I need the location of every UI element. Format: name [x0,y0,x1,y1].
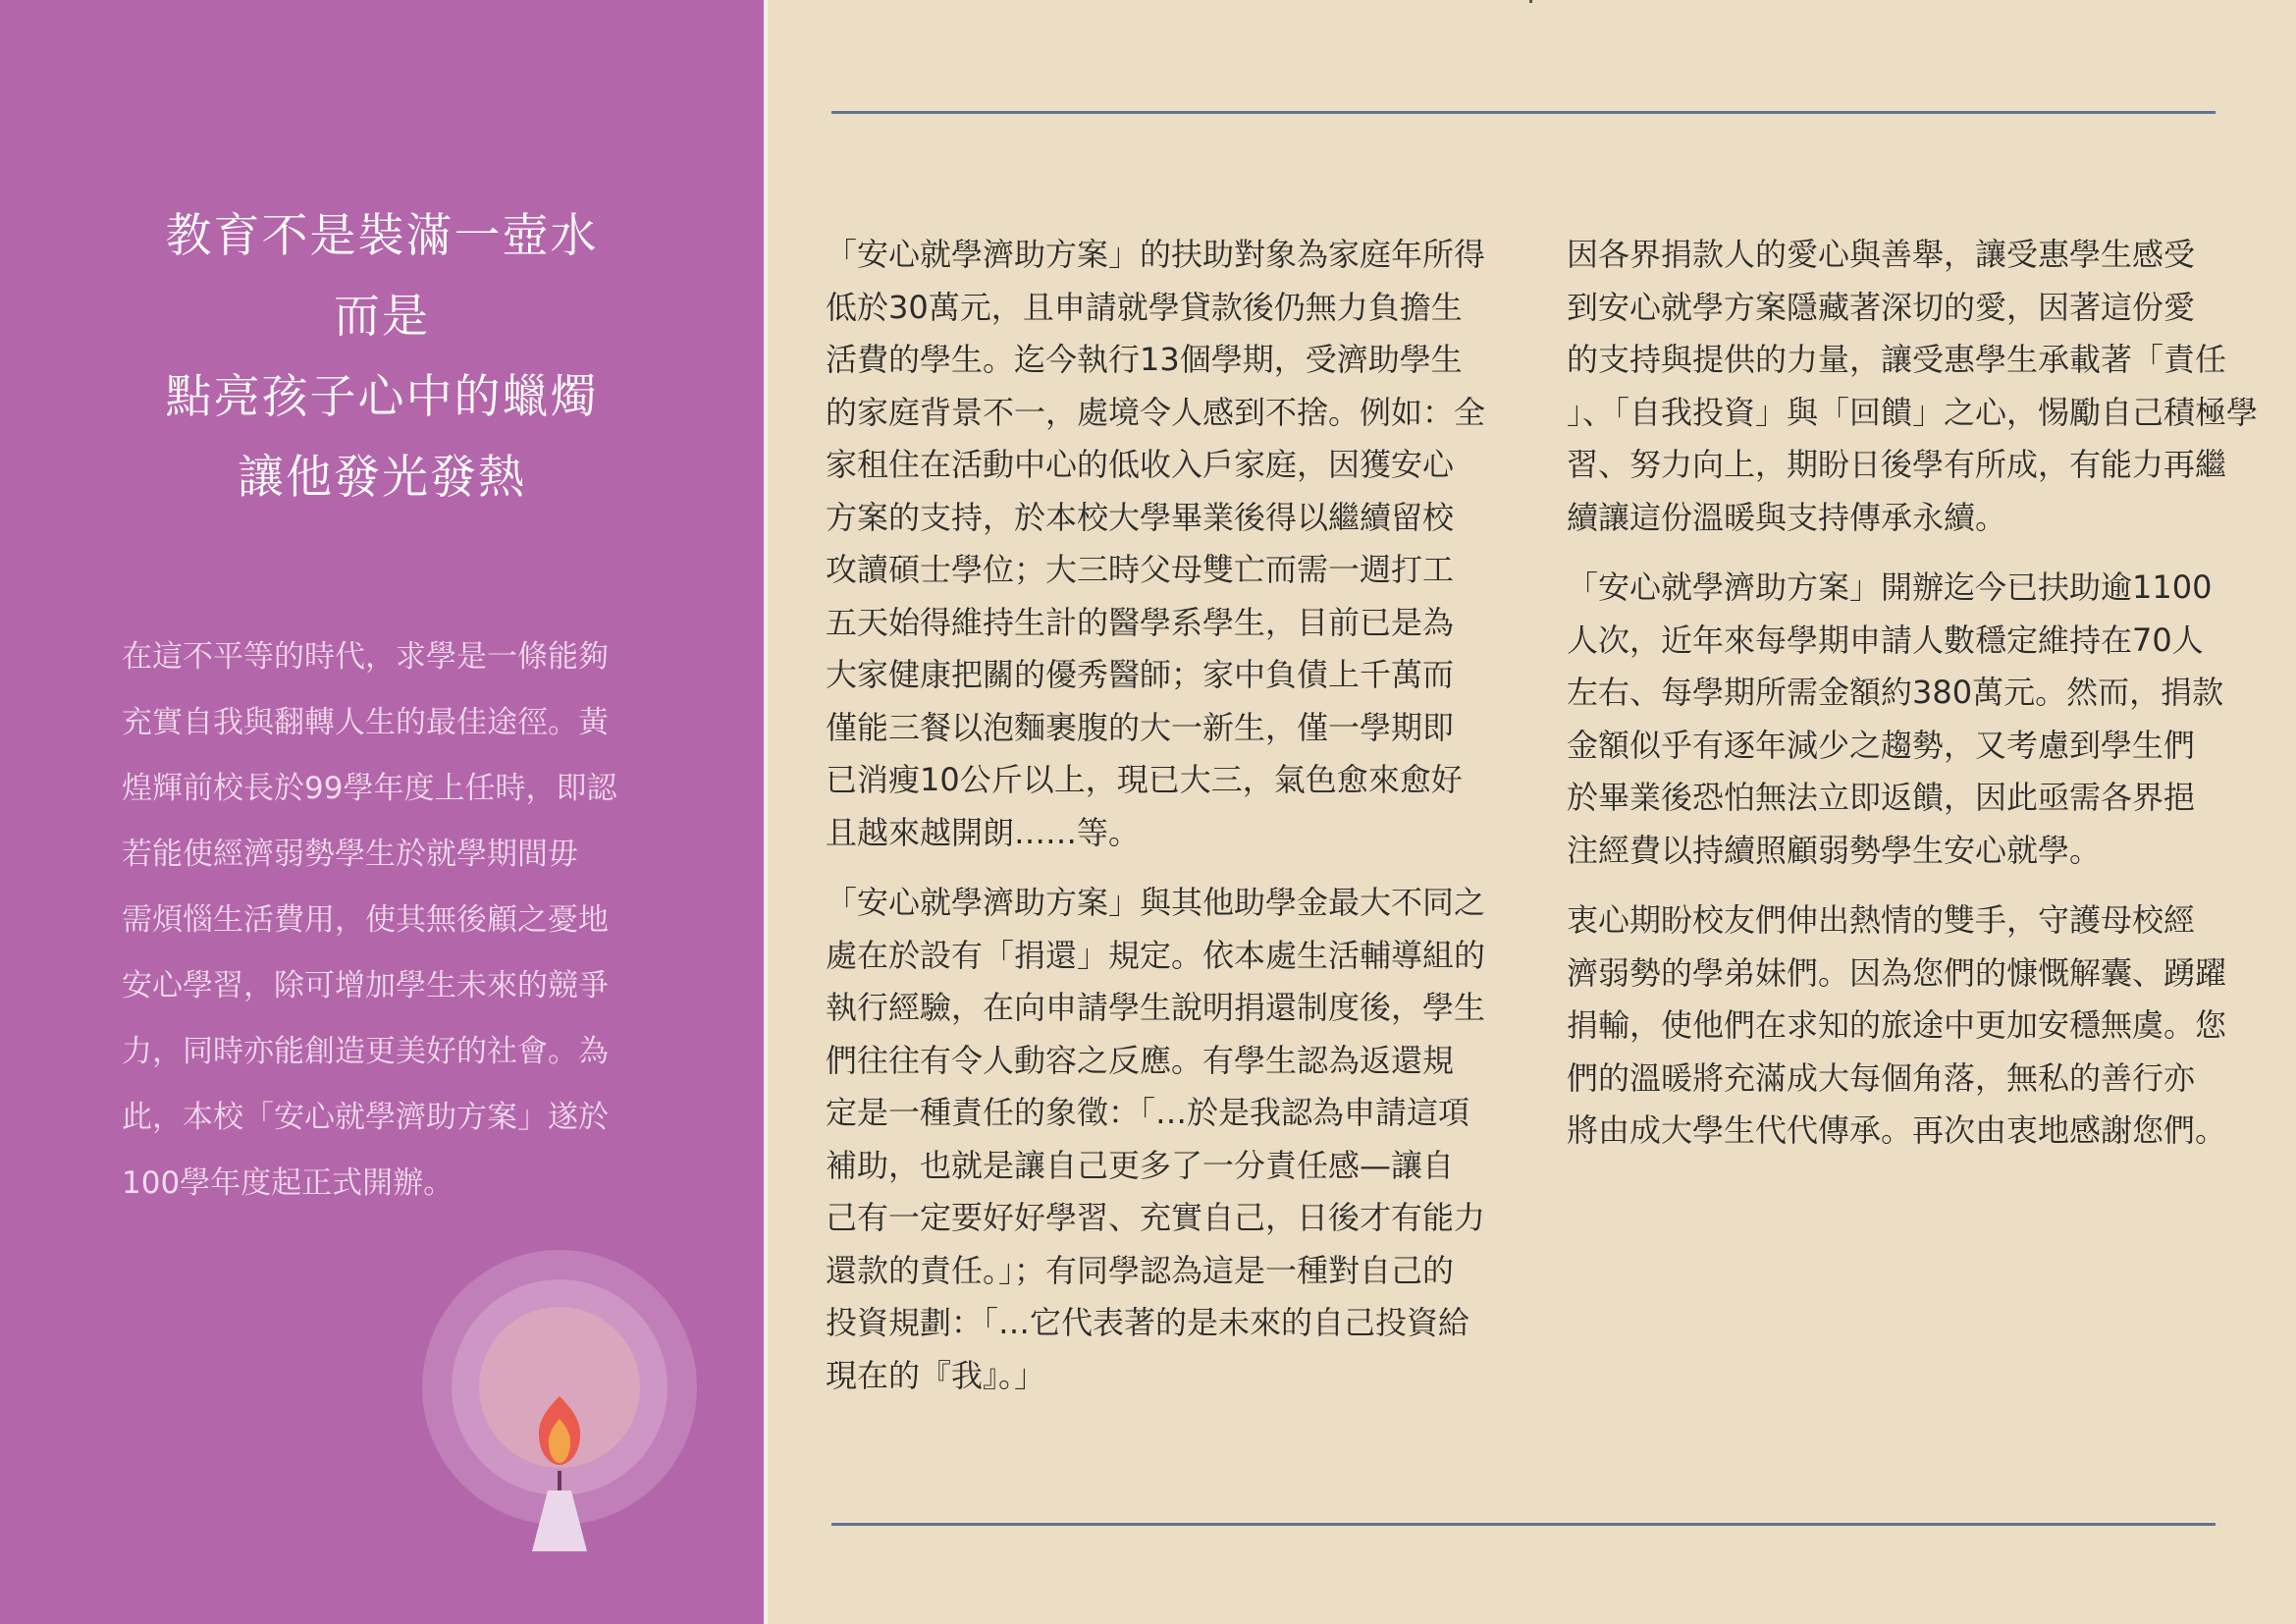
text-line: 習、努力向上，期盼日後學有所成，有能力再繼 [1567,446,2227,483]
intro-line: 若能使經濟弱勢學生於就學期間毋 [122,837,578,872]
paragraph [1567,229,2259,544]
text-line: 家租住在活動中心的低收入戶家庭，因獲安心 [826,446,1455,483]
paragraph [1567,562,2254,877]
text-line: 投資規劃：「…它代表著的是未來的自己投資給 [826,1304,1470,1341]
headline-line: 點亮孩子心中的蠟燭 [165,370,599,424]
text-line: 於畢業後恐怕無法立即返饋，因此亟需各界挹 [1567,779,2196,816]
candle-icon [412,1247,707,1575]
text-line: 捐輸，使他們在求知的旅途中更加安穩無虞。您 [1567,1006,2227,1044]
text-line: 己有一定要好好學習、充實自己，日後才有能力 [826,1199,1486,1236]
intro-line: 此，本校「安心就學濟助方案」遂於 [122,1100,609,1135]
paragraph [826,877,1513,1402]
text-line: 將由成大學生代代傳承。再次由衷地感謝您們。 [1567,1111,2227,1149]
text-line: 人次，近年來每學期申請人數穩定維持在70人 [1567,621,2204,659]
intro-paragraph [122,624,667,1217]
text-line: 續讓這份溫暖與支持傳承永續。 [1567,498,2007,536]
paragraph [1567,894,2254,1158]
text-line: 的家庭背景不一，處境令人感到不捨。例如：全 [826,393,1486,431]
text-line: 方案的支持，於本校大學畢業後得以繼續留校 [826,498,1455,536]
headline [0,196,764,518]
headline-line: 讓他發光發熱 [238,451,526,505]
text-line: 們的溫暖將充滿成大每個角落，無私的善行亦 [1567,1058,2196,1097]
text-line: 金額似乎有逐年減少之趨勢，又考慮到學生們 [1567,726,2196,764]
intro-line: 力，同時亦能創造更美好的社會。為 [122,1034,609,1069]
text-line: 「安心就學濟助方案」的扶助對象為家庭年所得 [826,236,1486,273]
intro-line: 100學年度起正式開辦。 [122,1165,454,1201]
headline-line: 而是 [334,290,430,344]
bottom-rule [831,1523,2216,1526]
intro-line: 煌輝前校長於99學年度上任時，即認 [122,771,617,806]
text-line: 到安心就學方案隱藏著深切的愛，因著這份愛 [1567,288,2196,326]
text-line: 處在於設有「捐還」規定。依本處生活輔導組的 [826,936,1486,974]
text-line: 注經費以持續照顧弱勢學生安心就學。 [1567,831,2102,869]
left-panel [0,0,764,1624]
page-mark [1529,0,1532,3]
text-line: 活費的學生。迄今執行13個學期，受濟助學生 [826,341,1463,378]
text-line: 現在的『我』。」 [826,1356,1046,1394]
paragraph [826,229,1513,859]
text-line: 左右、每學期所需金額約380萬元。然而，捐款 [1567,674,2224,711]
text-column-1 [826,229,1513,1420]
intro-line: 需煩惱生活費用，使其無後顧之憂地 [122,902,609,938]
text-line: 且越來越開朗……等。 [826,813,1141,851]
text-line: 濟弱勢的學弟妹們。因為您們的慷慨解囊、踴躍 [1567,953,2227,992]
panel-divider [764,0,768,1624]
text-line: 定是一種責任的象徵：「…於是我認為申請這項 [826,1094,1470,1131]
text-line: 衷心期盼校友們伸出熱情的雙手，守護母校經 [1567,901,2196,939]
text-line: 已消瘦10公斤以上，現已大三，氣色愈來愈好 [826,761,1463,798]
text-line: 們往往有令人動容之反應。有學生認為返還規 [826,1041,1455,1079]
text-column-2 [1567,229,2259,1175]
text-line: 五天始得維持生計的醫學系學生，目前已是為 [826,603,1455,641]
intro-line: 安心學習，除可增加學生未來的競爭 [122,968,609,1003]
text-line: 攻讀碩士學位；大三時父母雙亡而需一週打工 [826,551,1455,588]
headline-line: 教育不是裝滿一壺水 [165,209,599,263]
text-line: 因各界捐款人的愛心與善舉，讓受惠學生感受 [1567,236,2196,273]
text-line: 大家健康把關的優秀醫師；家中負債上千萬而 [826,656,1455,693]
intro-line: 在這不平等的時代，求學是一條能夠 [122,639,609,675]
text-line: 還款的責任。」；有同學認為這是一種對自己的 [826,1251,1455,1289]
top-rule [831,111,2216,114]
text-line: 「安心就學濟助方案」與其他助學金最大不同之 [826,884,1486,921]
text-line: 低於30萬元，且申請就學貸款後仍無力負擔生 [826,288,1463,326]
text-line: 」、「自我投資」與「回饋」之心，惕勵自己積極學 [1567,393,2259,431]
text-line: 執行經驗，在向申請學生說明捐還制度後，學生 [826,989,1486,1026]
text-line: 的支持與提供的力量，讓受惠學生承載著「責任 [1567,341,2227,378]
text-line: 「安心就學濟助方案」開辦迄今已扶助逾1100 [1567,568,2213,606]
text-line: 補助，也就是讓自己更多了一分責任感—讓自 [826,1146,1455,1184]
intro-line: 充實自我與翻轉人生的最佳途徑。黃 [122,705,609,740]
text-line: 僅能三餐以泡麵裹腹的大一新生，僅一學期即 [826,708,1455,746]
